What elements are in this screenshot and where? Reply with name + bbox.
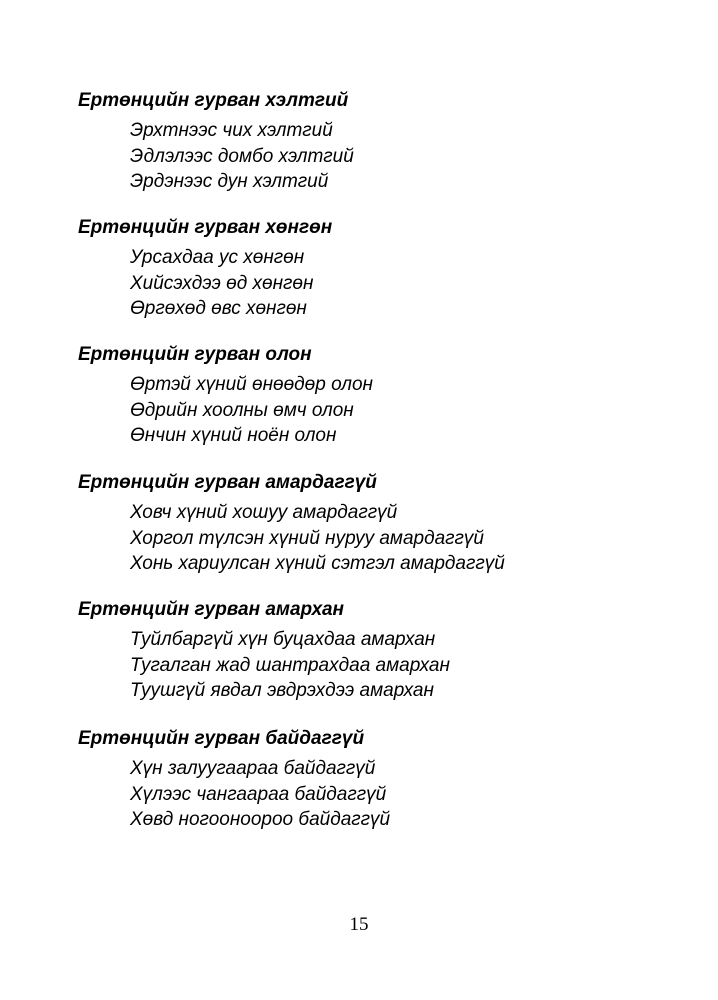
verse-line: Өргөхөд өвс хөнгөн [130,298,307,319]
verse-line: Хонь хариулсан хүний сэтгэл амардаггүй [130,553,505,574]
verse-line: Тугалган жад шантрахдаа амархан [130,654,450,676]
verse-section [78,599,698,704]
verse-line: Хүлээс чангаараа байдаггүй [130,783,387,805]
page-number: 15 [349,914,369,935]
verse-section [78,217,698,322]
verse-line: Өдрийн хоолны өмч олон [130,399,354,421]
verse-line: Туушгүй явдал эвдрэхдээ амархан [130,680,434,701]
verse-line: Туйлбаргүй хүн буцахдаа амархан [130,629,436,650]
section-title: Ертөнцийн гурван хөнгөн [78,217,333,238]
verse-section [78,344,698,449]
verse-line: Урсахдаа ус хөнгөн [130,247,305,268]
verse-lines [130,756,698,833]
verse-section [78,728,698,833]
verse-line: Эрхтнээс чих хэлтгий [130,120,333,141]
section-title: Ертөнцийн гурван байдаггүй [78,728,365,749]
verse-lines [130,118,698,195]
verse-line: Ховч хүний хошуу амардаггүй [130,502,398,523]
verse-line: Эдлэлээс домбо хэлтгий [130,145,354,167]
verse-line: Хийсэхдээ өд хөнгөн [130,272,314,294]
verse-lines [130,372,698,449]
verse-line: Хүн залуугаараа байдаггүй [130,758,376,779]
verse-section [78,472,698,577]
verse-lines [130,245,698,322]
section-title: Ертөнцийн гурван хэлтгий [78,90,349,111]
verse-line: Өртэй хүний өнөөдөр олон [130,374,373,395]
verse-line: Өнчин хүний ноён олон [130,425,337,446]
verse-line: Хөвд ногооноороо байдаггүй [130,809,391,830]
verse-lines [130,627,698,704]
verse-lines [130,500,698,577]
verse-line: Эрдэнээс дун хэлтгий [130,171,329,192]
verse-section [78,90,698,195]
section-title: Ертөнцийн гурван амархан [78,599,345,620]
section-title: Ертөнцийн гурван амардаггүй [78,472,377,493]
verse-line: Хоргол түлсэн хүний нуруу амардаггүй [130,527,484,549]
section-title: Ертөнцийн гурван олон [78,344,312,365]
